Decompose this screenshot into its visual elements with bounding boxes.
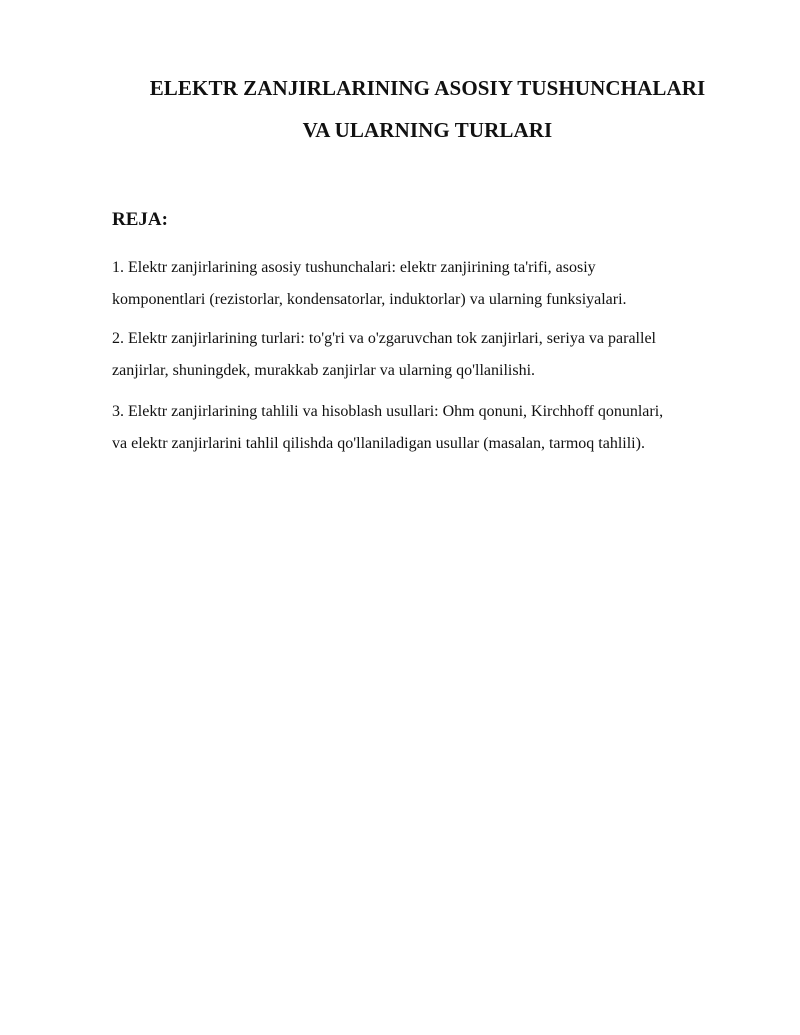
plan-heading: REJA: — [112, 209, 168, 230]
plan-item-3-line-1: 3. Elektr zanjirlarining tahlili va hisoblash usullari: Ohm qonuni, Kirchhoff qonunlari, — [112, 403, 664, 420]
plan-item-1-line-1: 1. Elektr zanjirlarining asosiy tushunchalari: elektr zanjirining ta'rifi, asosiy — [112, 259, 596, 276]
plan-item-2 — [112, 323, 762, 387]
plan-item-2-line-1: 2. Elektr zanjirlarining turlari: to'g'ri va o'zgaruvchan tok zanjirlari, seriya va parallel — [112, 330, 656, 347]
plan-item-2-line-2: zanjirlar, shuningdek, murakkab zanjirlar va ularning qo'llanilishi. — [112, 362, 536, 379]
document-title-line-1: ELEKTR ZANJIRLARINING ASOSIY TUSHUNCHALARI — [149, 76, 706, 100]
plan-item-3 — [112, 396, 762, 460]
plan-item-3-line-2: va elektr zanjirlarini tahlil qilishda qo'llaniladigan usullar (masalan, tarmoq tahlili). — [112, 435, 645, 452]
plan-item-1 — [112, 252, 762, 316]
plan-item-1-line-2: komponentlari (rezistorlar, kondensatorlar, induktorlar) va ularning funksiyalari. — [112, 291, 627, 308]
document-title-line-2: VA ULARNING TURLARI — [302, 118, 553, 142]
